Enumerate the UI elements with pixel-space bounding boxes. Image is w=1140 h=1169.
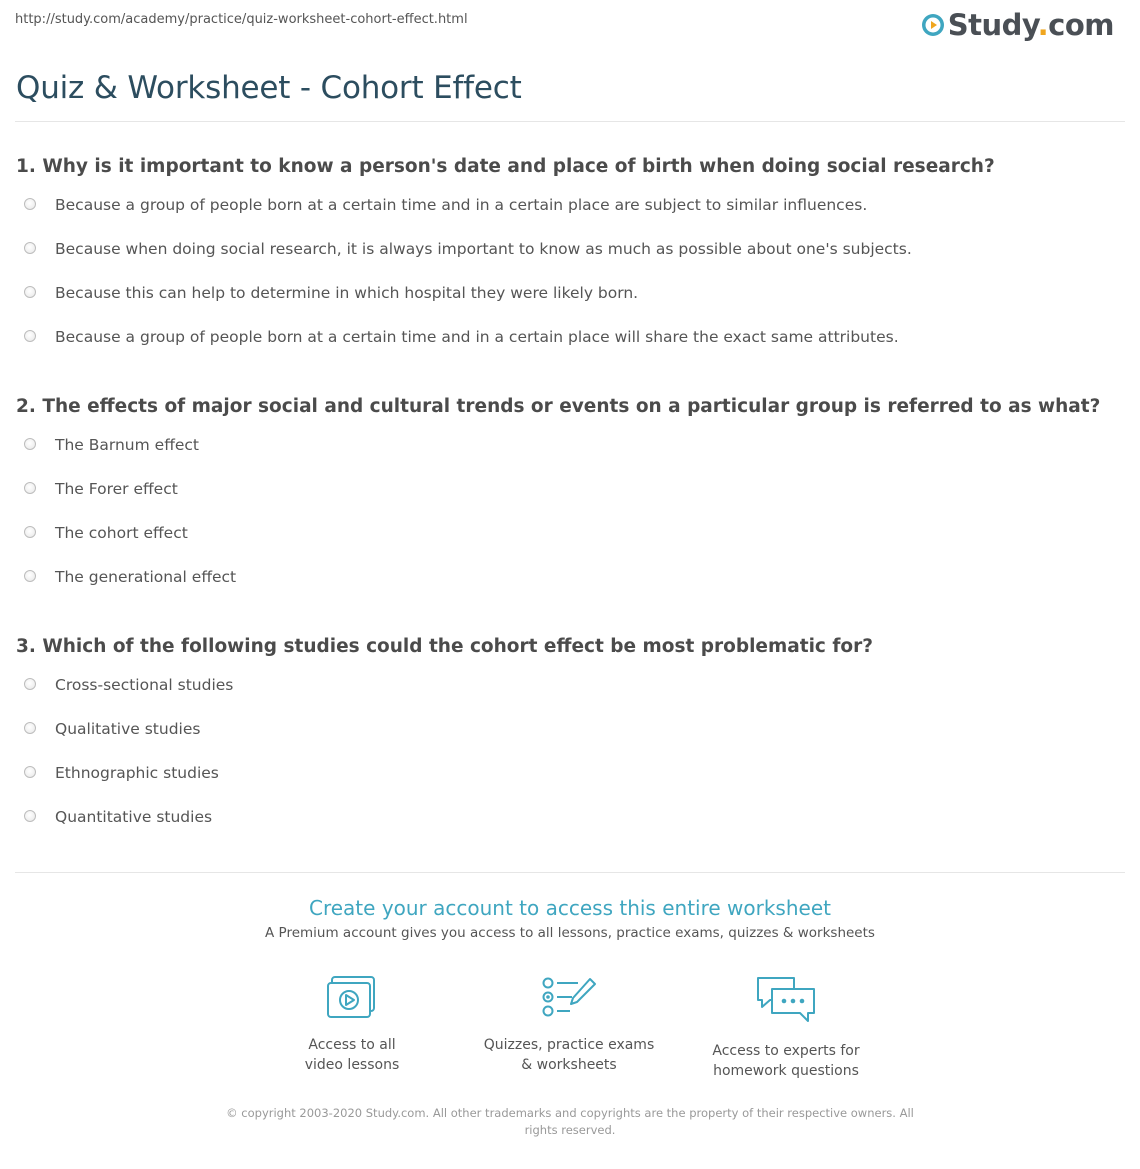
feature-video-lessons — [252, 975, 452, 1075]
answer-option[interactable] — [16, 523, 1126, 567]
answer-list — [16, 435, 1126, 611]
answer-list — [16, 675, 1126, 851]
feature-label-line1: Quizzes, practice exams — [483, 1037, 655, 1053]
answer-text: The Barnum effect — [55, 436, 200, 454]
play-circle-icon — [921, 13, 945, 37]
question-2 — [16, 393, 1126, 611]
logo-text: Study.com — [947, 8, 1114, 42]
answer-text: Because this can help to determine in which hospital they were likely born. — [55, 284, 639, 302]
question-3 — [16, 633, 1126, 851]
answer-option[interactable] — [16, 719, 1126, 763]
question-title: 2. The effects of major social and cultural trends or events on a particular group is referred to as what? — [16, 396, 1101, 417]
answer-text: The cohort effect — [55, 524, 188, 542]
feature-quizzes — [469, 975, 669, 1075]
title-divider — [15, 121, 1125, 122]
answer-text: The generational effect — [55, 568, 237, 586]
answer-text: Because a group of people born at a certain time and in a certain place will share the exact same attributes. — [55, 328, 899, 346]
feature-label-line2: & worksheets — [521, 1057, 617, 1073]
page-url: http://study.com/academy/practice/quiz-worksheet-cohort-effect.html — [15, 12, 468, 27]
answer-text: Quantitative studies — [55, 808, 213, 826]
answer-text: The Forer effect — [55, 480, 178, 498]
answer-option[interactable] — [16, 479, 1126, 523]
radio-button[interactable] — [24, 722, 36, 734]
radio-button[interactable] — [24, 438, 36, 450]
feature-label-line1: Access to all — [308, 1037, 396, 1053]
answer-option[interactable] — [16, 567, 1126, 611]
chat-bubbles-icon — [754, 975, 818, 1027]
answer-text: Because a group of people born at a certain time and in a certain place are subject to similar influences. — [55, 196, 868, 214]
page-header — [0, 0, 1140, 60]
answer-text: Cross-sectional studies — [55, 676, 234, 694]
feature-label-line2: video lessons — [304, 1057, 400, 1073]
answer-option[interactable] — [16, 675, 1126, 719]
answer-text: Ethnographic studies — [55, 764, 219, 782]
radio-button[interactable] — [24, 766, 36, 778]
cta-subtitle: A Premium account gives you access to all lessons, practice exams, quizzes & worksheets — [265, 925, 875, 941]
question-title: 1. Why is it important to know a person's date and place of birth when doing social research? — [16, 156, 995, 177]
feature-experts — [686, 975, 886, 1081]
radio-button[interactable] — [24, 286, 36, 298]
feature-label-line2: homework questions — [713, 1063, 859, 1079]
quiz-checklist-icon — [540, 975, 598, 1021]
answer-option[interactable] — [16, 239, 1126, 283]
answer-option[interactable] — [16, 807, 1126, 851]
answer-option[interactable] — [16, 195, 1126, 239]
radio-button[interactable] — [24, 330, 36, 342]
signup-cta — [0, 895, 1140, 941]
video-lessons-icon — [326, 975, 378, 1021]
question-1 — [16, 153, 1126, 371]
question-title: 3. Which of the following studies could the cohort effect be most problematic for? — [16, 636, 873, 657]
radio-button[interactable] — [24, 526, 36, 538]
feature-label-line1: Access to experts for — [712, 1043, 860, 1059]
cta-divider — [15, 872, 1125, 873]
copyright-notice: © copyright 2003-2020 Study.com. All other trademarks and copyrights are the property of their respective owners. All rights reserved. — [226, 1106, 914, 1137]
radio-button[interactable] — [24, 810, 36, 822]
answer-text: Qualitative studies — [55, 720, 201, 738]
radio-button[interactable] — [24, 482, 36, 494]
answer-text: Because when doing social research, it is always important to know as much as possible about one's subjects. — [55, 240, 912, 258]
answer-list — [16, 195, 1126, 371]
answer-option[interactable] — [16, 327, 1126, 371]
radio-button[interactable] — [24, 198, 36, 210]
answer-option[interactable] — [16, 435, 1126, 479]
answer-option[interactable] — [16, 763, 1126, 807]
answer-option[interactable] — [16, 283, 1126, 327]
radio-button[interactable] — [24, 570, 36, 582]
radio-button[interactable] — [24, 678, 36, 690]
cta-title-link[interactable]: Create your account to access this entire worksheet — [309, 896, 831, 920]
radio-button[interactable] — [24, 242, 36, 254]
study-logo[interactable] — [921, 8, 1114, 42]
page-title: Quiz & Worksheet - Cohort Effect — [16, 70, 522, 106]
